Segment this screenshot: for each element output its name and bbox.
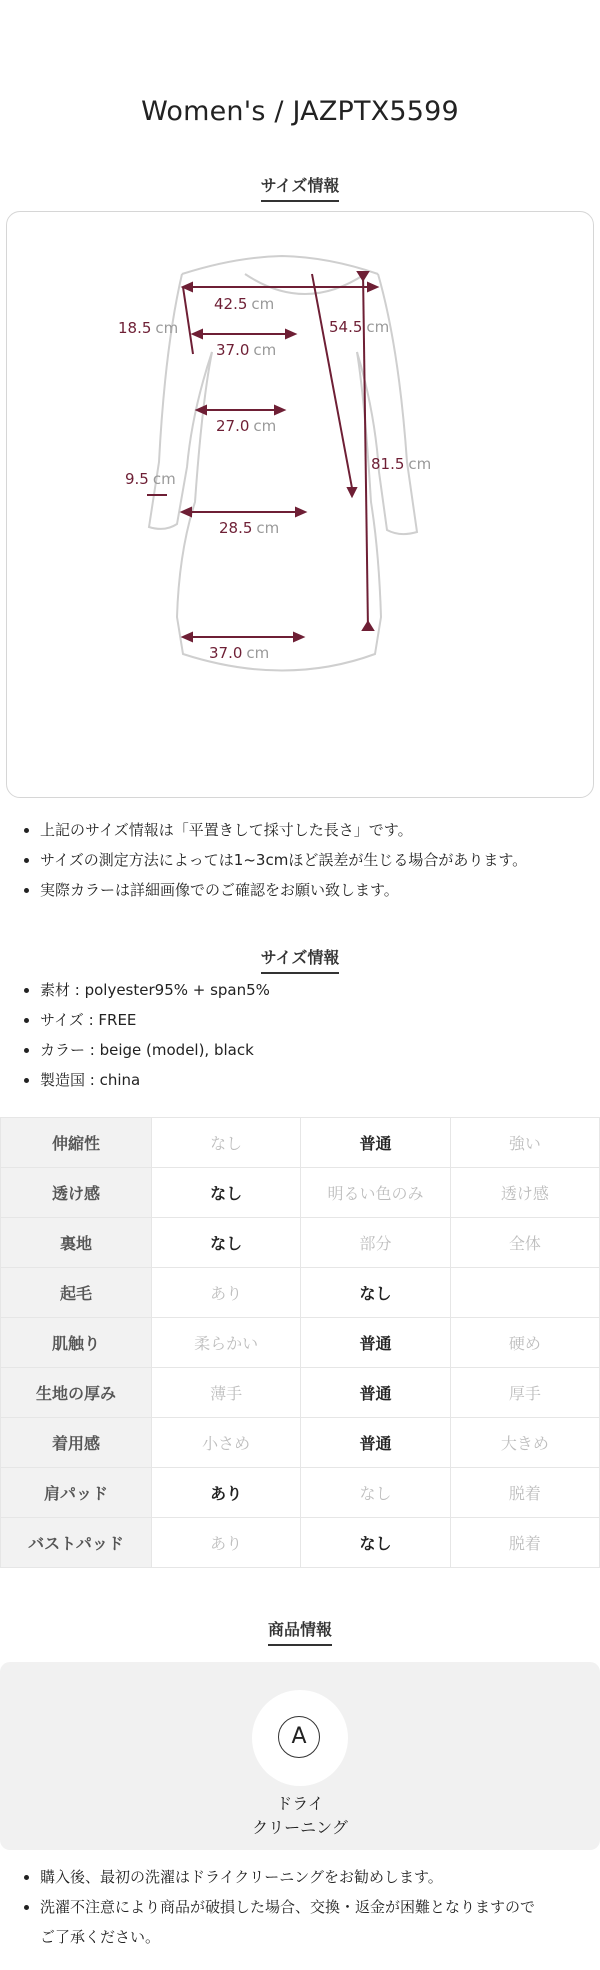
spec-heading — [0, 945, 600, 974]
property-option: なし — [301, 1468, 450, 1518]
property-label: 裏地 — [1, 1218, 152, 1268]
length-label: 81.5 cm — [371, 455, 432, 473]
property-label: 透け感 — [1, 1168, 152, 1218]
property-row — [1, 1418, 600, 1468]
property-option: なし — [152, 1118, 301, 1168]
care-note-continued: ご了承ください。 — [40, 1928, 161, 1946]
property-option: 小さめ — [152, 1418, 301, 1468]
length-arrow-top — [358, 272, 368, 280]
property-option-selected: 普通 — [301, 1368, 450, 1418]
size-note: • 実際カラーは詳細画像でのご確認をお願い致します。 — [40, 875, 527, 905]
property-option-selected: なし — [152, 1168, 301, 1218]
page-title: Women's / JAZPTX5599 — [141, 96, 459, 127]
armhole-label: 18.5 cm — [118, 319, 179, 337]
waist-label: 27.0 cm — [216, 417, 277, 435]
property-option-selected: 普通 — [301, 1118, 450, 1168]
property-option: 大きめ — [450, 1418, 599, 1468]
chest-arrow-right — [286, 330, 295, 338]
property-label: 着用感 — [1, 1418, 152, 1468]
size-note: • 上記のサイズ情報は「平置きして採寸した長さ」です。 — [40, 815, 527, 845]
hem-arrow-right — [294, 633, 303, 641]
property-label: 伸縮性 — [1, 1118, 152, 1168]
size-info-heading — [0, 173, 600, 202]
shoulder-line — [182, 256, 378, 274]
care-label-line1: ドライ — [276, 1794, 324, 1813]
property-option: 脱着 — [450, 1468, 599, 1518]
property-row — [1, 1468, 600, 1518]
sleeve-measure-line — [312, 274, 352, 488]
property-row — [1, 1168, 600, 1218]
property-label: 肩パッド — [1, 1468, 152, 1518]
dress-diagram-svg — [7, 212, 595, 799]
property-option-selected: 普通 — [301, 1418, 450, 1468]
property-option: 柔らかい — [152, 1318, 301, 1368]
property-option-selected: なし — [152, 1218, 301, 1268]
product-info-heading-text: 商品情報 — [268, 1617, 332, 1646]
property-row — [1, 1118, 600, 1168]
spec-heading-text: サイズ情報 — [261, 945, 340, 974]
waist-arrow-left — [197, 406, 206, 414]
property-option-selected: 普通 — [301, 1318, 450, 1368]
property-option: 薄手 — [152, 1368, 301, 1418]
property-option-selected: なし — [301, 1268, 450, 1318]
spec-item-size: • サイズ : FREE — [40, 1005, 270, 1035]
care-notes-list — [18, 1862, 535, 1952]
fabric-properties-table — [0, 1117, 600, 1568]
measurement-labels — [118, 295, 431, 662]
spec-list — [18, 975, 270, 1095]
shoulder-label: 42.5 cm — [214, 295, 275, 313]
care-note: • 洗濯不注意により商品が破損した場合、交換・返金が困難となりますので — [40, 1892, 535, 1922]
property-option: 透け感 — [450, 1168, 599, 1218]
size-note: • サイズの測定方法によっては1~3cmほど誤差が生じる場合があります。 — [40, 845, 527, 875]
property-label: 起毛 — [1, 1268, 152, 1318]
hem-arrow-left — [183, 633, 192, 641]
hip-arrow-right — [296, 508, 305, 516]
property-option — [450, 1268, 599, 1318]
property-label: 肌触り — [1, 1318, 152, 1368]
property-option: 部分 — [301, 1218, 450, 1268]
size-notes-list — [18, 815, 527, 905]
property-label: 生地の厚み — [1, 1368, 152, 1418]
product-info-heading — [0, 1617, 600, 1646]
length-arrow-bottom — [363, 622, 373, 630]
spec-item-material: • 素材 : polyester95% + span5% — [40, 975, 270, 1005]
property-option: 脱着 — [450, 1518, 599, 1568]
care-label-line2: クリーニング — [252, 1818, 348, 1837]
property-row — [1, 1268, 600, 1318]
size-diagram — [6, 211, 594, 798]
waist-arrow-right — [275, 406, 284, 414]
property-row — [1, 1218, 600, 1268]
hip-arrow-left — [182, 508, 191, 516]
property-option: 全体 — [450, 1218, 599, 1268]
chest-arrow-left — [193, 330, 202, 338]
size-info-heading-text: サイズ情報 — [261, 173, 340, 202]
property-option: あり — [152, 1518, 301, 1568]
property-label: バストパッド — [1, 1518, 152, 1568]
neckline — [245, 274, 365, 294]
spec-item-color: • カラー : beige (model), black — [40, 1035, 270, 1065]
sleeve-label: 54.5 cm — [329, 318, 390, 336]
chest-label: 37.0 cm — [216, 341, 277, 359]
property-option: 明るい色のみ — [301, 1168, 450, 1218]
property-row — [1, 1518, 600, 1568]
sleeve-arrow — [348, 488, 356, 496]
cuff-label: 9.5 cm — [125, 470, 176, 488]
care-label — [0, 1792, 600, 1840]
armhole-measure-line — [183, 287, 193, 354]
dry-clean-icon: A — [278, 1716, 320, 1758]
property-option-selected: なし — [301, 1518, 450, 1568]
hip-label: 28.5 cm — [219, 519, 280, 537]
care-note: • 購入後、最初の洗濯はドライクリーニングをお勧めします。 — [40, 1862, 535, 1892]
property-option: あり — [152, 1268, 301, 1318]
hem-label: 37.0 cm — [209, 644, 270, 662]
left-sleeve — [149, 274, 212, 529]
property-option-selected: あり — [152, 1468, 301, 1518]
shoulder-arrow-right — [368, 283, 377, 291]
property-row — [1, 1318, 600, 1368]
property-row — [1, 1368, 600, 1418]
property-option: 硬め — [450, 1318, 599, 1368]
property-option: 強い — [450, 1118, 599, 1168]
property-option: 厚手 — [450, 1368, 599, 1418]
spec-item-origin: • 製造国 : china — [40, 1065, 270, 1095]
